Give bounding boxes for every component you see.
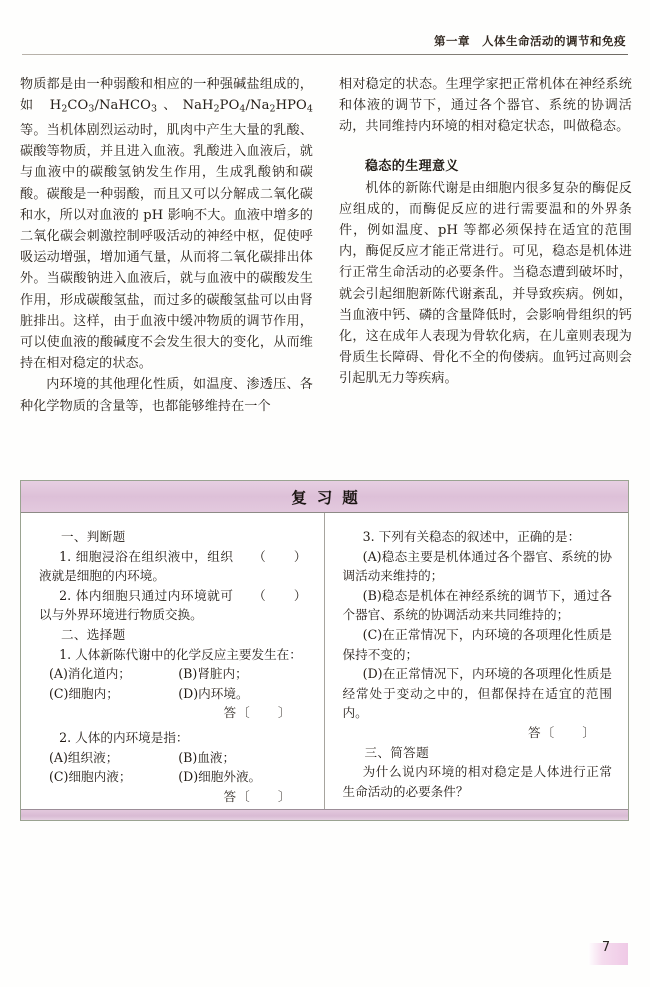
question-mc-1-option-b[interactable]: (B)肾脏内； xyxy=(178,666,248,682)
left-p1-sub-4: 2 xyxy=(213,103,220,115)
left-p1-sub-5: 4 xyxy=(239,103,246,115)
chapter-title: 第一章 人体生命活动的调节和免疫 xyxy=(434,34,626,48)
question-tf-2-text: 2. 体内细胞只通过内环境就可以与外界环境进行物质交换。 xyxy=(39,587,233,623)
question-mc-3-option-d[interactable]: (D)在正常情况下，内环境的各项理化性质是经常处于变动之中的，但都保持在适宜的范围内。 xyxy=(342,666,612,721)
review-title-band xyxy=(21,481,628,513)
question-mc-2-option-d[interactable]: (D)细胞外液。 xyxy=(178,769,262,785)
left-p1-sub-3: 3 xyxy=(150,103,158,115)
left-p1-seg-g: HPO xyxy=(275,98,307,114)
running-header xyxy=(22,30,628,56)
review-right-column xyxy=(325,513,629,809)
review-left-column xyxy=(21,513,325,809)
question-mc-1-options-row-1 xyxy=(49,664,308,684)
section-heading-short-answer: 三、简答题 xyxy=(364,744,429,760)
section-heading-true-false: 一、判断题 xyxy=(61,529,126,544)
left-paragraph-2: 内环境的其他理化性质，如温度、渗透压、各种化学物质的含量等，也都能够维持在一个 xyxy=(20,377,313,414)
left-paragraph-1 xyxy=(20,74,313,374)
left-p1-sub-2: 3 xyxy=(88,103,95,115)
review-title: 复习题 xyxy=(291,487,368,507)
question-mc-3-option-b[interactable]: (B)稳态是机体在神经系统的调节下，通过各个器官、系统的协调活动来共同维持的； xyxy=(342,587,612,623)
question-mc-1-answer-blank[interactable]: 答〔 〕 xyxy=(223,705,292,721)
left-p1-sub-7: 4 xyxy=(306,103,313,115)
page-number: 7 xyxy=(601,939,611,955)
question-mc-3-option-c[interactable]: (C)在正常情况下，内环境的各项理化性质是保持不变的； xyxy=(342,626,612,662)
review-questions-box xyxy=(20,480,629,821)
review-body xyxy=(21,513,628,809)
question-tf-2-blank[interactable]: （ ） xyxy=(253,587,308,603)
left-p1-sub-6: 2 xyxy=(269,103,276,115)
left-p1-seg-c: /NaHCO xyxy=(94,98,151,114)
question-mc-2-option-a[interactable]: (A)组织液； xyxy=(49,749,119,765)
question-mc-2-options-row-2 xyxy=(49,767,308,787)
left-p1-sub-1: 2 xyxy=(61,103,68,115)
question-mc-2-options-row-1 xyxy=(49,748,308,768)
question-mc-1-option-a[interactable]: (A)消化道内； xyxy=(49,666,131,682)
question-mc-2-option-b[interactable]: (B)血液； xyxy=(178,749,236,765)
question-mc-2-option-c[interactable]: (C)细胞内液； xyxy=(49,769,132,785)
question-mc-3-stem: 3. 下列有关稳态的叙述中，正确的是： xyxy=(362,529,581,544)
question-mc-1-options-row-2 xyxy=(49,684,308,704)
question-tf-1 xyxy=(39,547,308,586)
question-mc-2-stem: 2. 人体的内环境是指： xyxy=(59,729,189,745)
question-mc-1-option-c[interactable]: (C)细胞内； xyxy=(49,685,119,701)
left-p1-seg-b: CO xyxy=(67,98,89,114)
question-tf-1-blank[interactable]: （ ） xyxy=(253,548,308,564)
left-text-column xyxy=(20,74,313,417)
page-number-block xyxy=(588,939,628,965)
question-mc-1-option-d[interactable]: (D)内环境。 xyxy=(178,685,249,701)
question-mc-3-option-a[interactable]: (A)稳态主要是机体通过各个器官、系统的协调活动来维持的； xyxy=(342,548,612,584)
right-paragraph-2: 机体的新陈代谢是由细胞内很多复杂的酶促反应组成的，而酶促反应的进行需要温和的外界条件，例如温度、pH 等都必须保持在适宜的范围内，酶促反应才能正常进行。可见，稳态是机体进行正常生命活动的必要条件。当稳态遭到破坏时，就会引起细胞新陈代谢紊乱，并导致疾病。例如，当血液中钙、磷的含量降低时，会影响骨组织的钙化，这在成年人表现为骨软化病，在儿童则表现为骨质生长障碍、骨化不全的佝偻病。血钙过高则会引起肌无力等疾病。 xyxy=(339,180,632,387)
question-mc-3-answer-blank[interactable]: 答〔 〕 xyxy=(528,724,596,740)
left-p1-seg-e: PO xyxy=(219,98,240,114)
section-heading-homeostasis: 稳态的生理意义 xyxy=(365,158,459,174)
left-p1-seg-a: 物质都是由一种弱酸和相应的一种强碱盐组成的，如 H xyxy=(20,77,313,114)
right-paragraph-1: 相对稳定的状态。生理学家把正常机体在神经系统和体液的调节下，通过各个器官、系统的协调活动，共同维持内环境的相对稳定状态，叫做稳态。 xyxy=(339,77,632,135)
review-footer-band xyxy=(21,809,628,820)
right-text-column xyxy=(339,74,632,417)
header-divider-rule xyxy=(22,54,628,55)
question-essay-1: 为什么说内环境的相对稳定是人体进行正常生命活动的必要条件？ xyxy=(342,764,612,799)
section-heading-multiple-choice: 二、选择题 xyxy=(61,626,126,642)
left-p1-seg-d: 、NaH xyxy=(157,98,214,114)
question-tf-1-text: 1. 细胞浸浴在组织液中，组织液就是细胞的内环境。 xyxy=(39,548,233,584)
question-tf-2 xyxy=(39,586,308,625)
left-p1-seg-f: /Na xyxy=(245,98,270,114)
left-p1-seg-h: 等。当机体剧烈运动时，肌肉中产生大量的乳酸、碳酸等物质，并且进入血液。乳酸进入血液后，就与血液中的碳酸氢钠发生作用，生成乳酸钠和碳酸。碳酸是一种弱酸，而且又可以分解成二氧化碳和水，所以对血液的 pH 影响不大。血液中增多的二氧化碳会刺激控制呼吸活动的神经中枢，促使呼吸运动增强，增加通气量，从而将二氧化碳排出体外。当碳酸钠进入血液后，就与血液中的碳酸发生作用，形成碳酸氢盐，而过多的碳酸氢盐可以由肾脏排出。这样，由于血液中缓冲物质的调节作用，可以使血液的酸碱度不会发生很大的变化，从而维持在相对稳定的状态。 xyxy=(20,123,313,372)
question-mc-1-stem: 1. 人体新陈代谢中的化学反应主要发生在： xyxy=(59,646,302,662)
question-mc-2-answer-blank[interactable]: 答〔 〕 xyxy=(223,788,292,804)
body-columns xyxy=(20,74,632,417)
